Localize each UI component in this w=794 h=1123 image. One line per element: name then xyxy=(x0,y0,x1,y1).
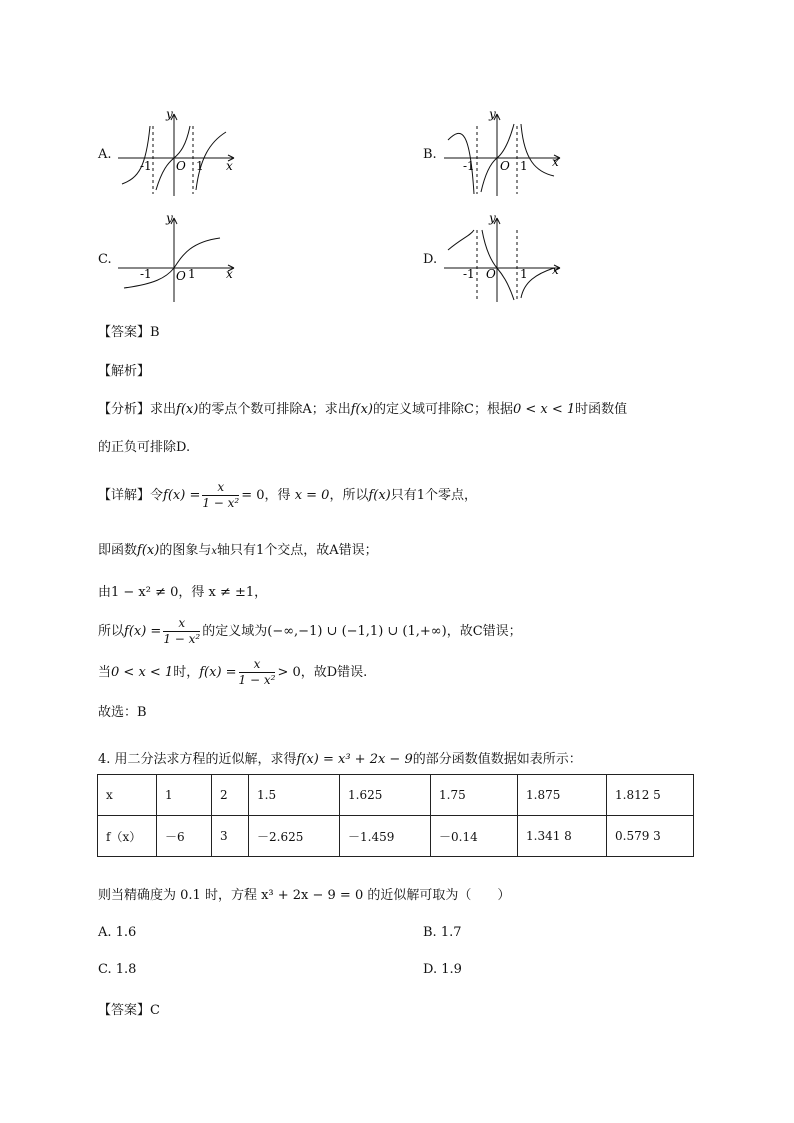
option-c-label: C. xyxy=(98,252,112,267)
text: 的图象与 xyxy=(159,543,212,558)
fx-eq: f(x) = xyxy=(199,665,237,680)
table-row xyxy=(98,816,694,857)
fx: f(x) xyxy=(368,488,391,503)
frac-den: 1 − x² xyxy=(163,632,201,646)
text: ，所以 xyxy=(329,488,369,503)
q3-line4 xyxy=(98,616,522,647)
y-axis-label: y xyxy=(166,212,173,225)
y-axis-label: y xyxy=(489,108,496,121)
text: = 0，得 xyxy=(241,488,291,503)
fx-eq: f(x) = xyxy=(124,624,162,639)
x-axis-label: x xyxy=(552,263,559,277)
table-cell: －6 xyxy=(157,816,212,857)
text: 的定义域可排除C；根据 xyxy=(373,402,513,417)
x-axis-label: x xyxy=(226,159,233,173)
fenxi-tag: 【分析】 xyxy=(98,402,151,417)
origin-label: O xyxy=(176,269,186,283)
fraction xyxy=(202,480,239,511)
q3-line3: 由1 − x² ≠ 0，得 x ≠ ±1， xyxy=(98,585,268,600)
text: 令 xyxy=(150,488,164,503)
q3-analysis-title: 【解析】 xyxy=(98,364,151,379)
table-cell: 1.812 5 xyxy=(607,775,694,816)
q3-line5 xyxy=(98,657,367,688)
one-label: 1 xyxy=(196,159,204,173)
origin-label: O xyxy=(500,159,510,173)
one-label: 1 xyxy=(520,159,528,173)
q4-stem xyxy=(98,748,582,767)
text: 求出 xyxy=(150,402,177,417)
frac-num: x xyxy=(202,480,239,496)
table-cell: 2 xyxy=(212,775,249,816)
neg-one-label: -1 xyxy=(140,267,152,281)
text: 时函数值 xyxy=(575,402,628,417)
neg-one-label: -1 xyxy=(463,267,475,281)
one-label: 1 xyxy=(188,267,196,281)
table-cell: －1.459 xyxy=(340,816,431,857)
table-cell: 1 xyxy=(157,775,212,816)
origin-label: O xyxy=(176,159,186,173)
option-a-label: A. xyxy=(98,147,112,162)
fraction xyxy=(163,616,200,647)
y-axis-label: y xyxy=(489,212,496,225)
domain: (−∞,−1) ∪ (−1,1) ∪ (1,+∞) xyxy=(267,624,447,639)
table-cell: －2.625 xyxy=(249,816,340,857)
q3-xiangjie-line xyxy=(98,480,477,511)
q3-fenxi-line2: 的正负可排除D. xyxy=(98,440,191,455)
fx-eq: f(x) = xyxy=(163,488,201,503)
table-cell: f（x） xyxy=(98,816,157,857)
table-row xyxy=(98,775,694,816)
frac-num: x xyxy=(239,657,276,673)
inequality: 0 < x < 1 xyxy=(512,402,576,417)
y-axis-label: y xyxy=(166,108,173,121)
xiangjie-tag: 【详解】 xyxy=(98,488,151,503)
inequality: 0 < x < 1 xyxy=(111,665,174,680)
function-value-table xyxy=(97,774,694,857)
one-label: 1 xyxy=(520,267,528,281)
table-cell: 1.875 xyxy=(518,775,607,816)
text: 即函数 xyxy=(98,543,138,558)
text: 的部分函数值数据如表所示： xyxy=(412,752,582,767)
fraction xyxy=(239,657,276,688)
option-b[interactable]: B. 1.7 xyxy=(423,925,462,940)
table-cell: 1.75 xyxy=(431,775,518,816)
text: > 0，故D错误. xyxy=(277,665,368,680)
q3-choose: 故选：B xyxy=(98,705,147,720)
text: 4. 用二分法求方程的近似解，求得 xyxy=(98,752,297,767)
fx: f(x) xyxy=(350,402,374,417)
text: 当 xyxy=(98,665,112,680)
option-c[interactable]: C. 1.8 xyxy=(98,962,137,977)
table-cell: 1.5 xyxy=(249,775,340,816)
frac-num: x xyxy=(163,616,200,632)
x-axis-label: x xyxy=(226,267,233,281)
option-c-graph xyxy=(118,212,240,304)
text: 只有1个零点， xyxy=(390,488,478,503)
q3-answer: 【答案】B xyxy=(98,325,160,340)
table-cell: x xyxy=(98,775,157,816)
origin-label: O xyxy=(486,267,496,281)
x-var: x xyxy=(211,546,217,557)
fx: f(x) xyxy=(176,402,199,417)
text: ，故C错误； xyxy=(446,624,522,639)
option-a[interactable]: A. 1.6 xyxy=(98,925,137,940)
option-b-label: B. xyxy=(423,147,437,162)
text: 的定义域为 xyxy=(202,624,268,639)
q3-fenxi-line1 xyxy=(98,398,627,417)
x-eq-0: x = 0 xyxy=(294,488,330,503)
table-cell: 1.341 8 xyxy=(518,816,607,857)
function-expr: f(x) = x³ + 2x − 9 xyxy=(296,752,413,767)
option-a-graph xyxy=(118,108,240,198)
text: 轴只有1个交点，故A错误； xyxy=(216,543,378,558)
text: 的零点个数可排除A；求出 xyxy=(198,402,351,417)
option-d-label: D. xyxy=(423,252,438,267)
neg-one-label: -1 xyxy=(463,159,475,173)
table-cell: 3 xyxy=(212,816,249,857)
option-d-graph xyxy=(444,212,566,304)
q4-question: 则当精确度为 0.1 时，方程 x³ + 2x − 9 = 0 的近似解可取为（ ） xyxy=(98,888,511,903)
text: 时， xyxy=(173,665,200,680)
neg-one-label: -1 xyxy=(140,159,152,173)
frac-den: 1 − x² xyxy=(238,673,276,687)
text: 所以 xyxy=(98,624,125,639)
frac-den: 1 − x² xyxy=(202,496,240,510)
table-cell: 1.625 xyxy=(340,775,431,816)
option-d[interactable]: D. 1.9 xyxy=(423,962,462,977)
table-cell: 0.579 3 xyxy=(607,816,694,857)
q4-answer: 【答案】C xyxy=(98,1003,160,1018)
q3-line2 xyxy=(98,539,378,558)
option-b-graph xyxy=(444,108,566,198)
table-cell: －0.14 xyxy=(431,816,518,857)
fx: f(x) xyxy=(137,543,160,558)
x-axis-label: x xyxy=(552,155,559,169)
